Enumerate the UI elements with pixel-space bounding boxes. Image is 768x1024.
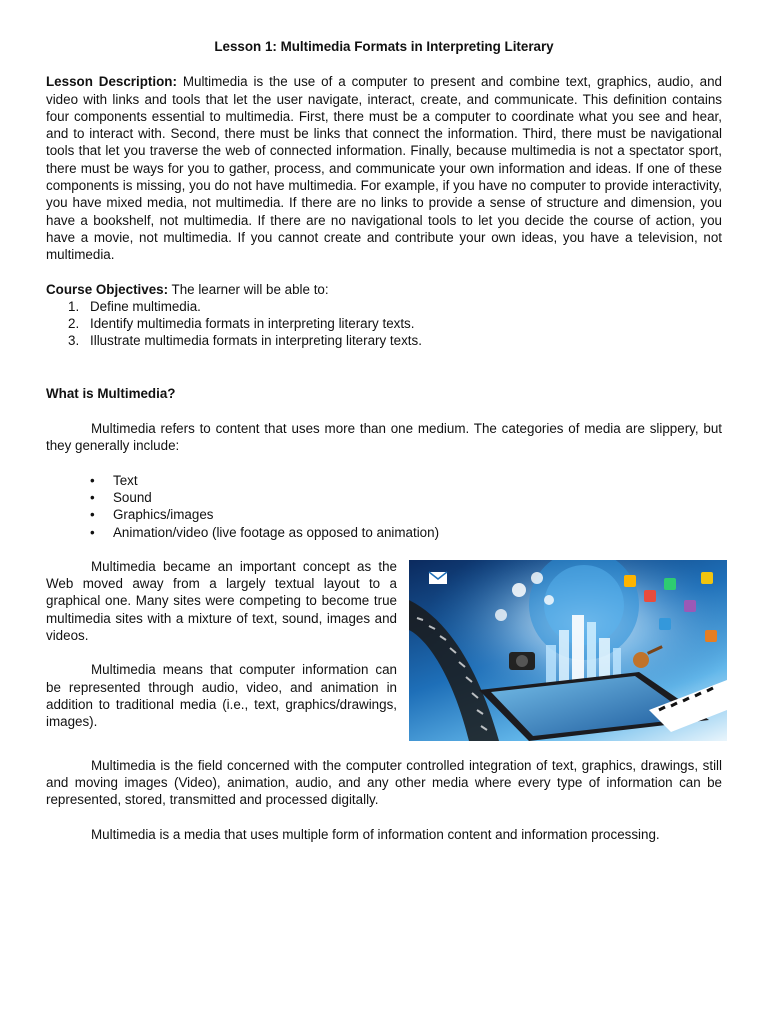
course-objectives-intro: The learner will be able to: — [168, 281, 329, 297]
list-item: • Text — [90, 472, 722, 489]
objective-item: 1. Define multimedia. — [68, 298, 201, 314]
multimedia-illustration-svg — [409, 560, 727, 741]
section-heading: What is Multimedia? — [46, 385, 176, 401]
lesson-description-label: Lesson Description: — [46, 74, 177, 90]
objectives-list — [46, 298, 722, 350]
course-objectives-paragraph — [46, 281, 722, 298]
page-title: Lesson 1: Multimedia Formats in Interpreting Literary — [214, 39, 554, 54]
list-item: • Animation/video (live footage as opposed to animation) — [90, 524, 722, 541]
web-paragraph: Multimedia became an important concept as the Web moved away from a largely textual layout to a graphical one. Many sites were competing to become true multimedia sites with a mixture of text, sound, images and videos. — [46, 558, 397, 644]
lesson-description-text: Multimedia is the use of a computer to present and combine text, graphics, audio, and video with links and tools that let the user navigate, interact, create, and communicate. This definition contains four components essential to multimedia. First, there must be a computer to coordinate what you see and hear, and to interact with. Second, there must be links that connect the information. Third, there must be navigational tools that let you traverse the web of connected information. Finally, because multimedia is not a spectator sport, there must be ways for you to gather, process, and communicate your own information and ideas. If one of these components is missing, you do not have multimedia. For example, if you have no computer to provide interactivity, you have mixed media, not multimedia. If there are no links to provide a sense of structure and dimension, you have a bookshelf, not multimedia. If there are no navigational tools to let you decide the course of action, you have a movie, not multimedia. If you cannot create and contribute your own ideas, you have a television, not multimedia. — [46, 74, 722, 263]
field-paragraph: Multimedia is the field concerned with the computer controlled integration of text, graphics, drawings, still and moving images (Video), animation, audio, and any other media where every type of information can be represented, stored, transmitted and processed digitally. — [46, 757, 722, 808]
list-item: • Sound — [90, 489, 722, 506]
lesson-description-paragraph — [46, 73, 722, 263]
media-categories-list — [46, 472, 722, 541]
multimedia-illustration — [409, 560, 727, 741]
objective-item: 3. Illustrate multimedia formats in interpreting literary texts. — [68, 333, 422, 349]
text-with-illustration — [46, 558, 722, 740]
document-page — [46, 38, 722, 843]
list-item: • Graphics/images — [90, 506, 722, 523]
media-paragraph: Multimedia is a media that uses multiple form of information content and information processing. — [91, 826, 660, 842]
means-paragraph: Multimedia means that computer information can be represented through audio, video, and animation in addition to traditional media (i.e., text, graphics/drawings, images). — [46, 662, 397, 730]
float-text-column — [46, 558, 397, 731]
intro-paragraph: Multimedia refers to content that uses more than one medium. The categories of media are slippery, but they generally include: — [46, 421, 722, 454]
objective-item: 2. Identify multimedia formats in interpreting literary texts. — [68, 316, 415, 332]
course-objectives-label: Course Objectives: — [46, 281, 169, 297]
